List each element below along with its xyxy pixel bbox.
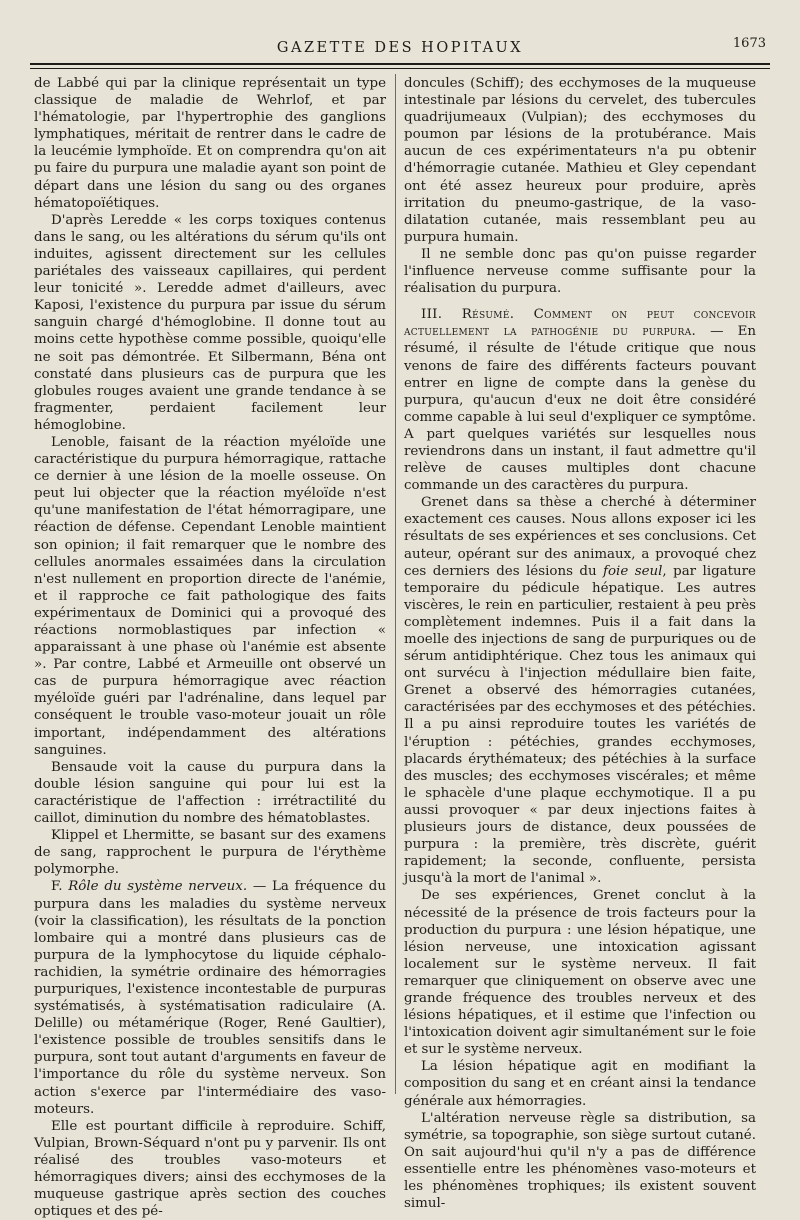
paragraph: D'après Leredde « les corps toxiques contenus dans le sang, ou les altérations du sérum qu'ils ont induites, agissent directement sur les cellules pariétales des vaisseaux capillaires, qui perdent leur tonicité ». Leredde admet d'ailleurs, avec Kaposi, l'existence du purpura par issue du sérum sanguin chargé d'hémoglobine. Il donne tout au moins cette hypothèse comme possible, quoiqu'elle ne soit pas démontrée. Et Silbermann, Béna ont constaté dans plusieurs cas de purpura que les globules rouges avaient une grande tendance à se fragmenter, perdaient facilement leur hémoglobine. [34,212,386,433]
paragraph: doncules (Schiff); des ecchymoses de la muqueuse intestinale par lésions du cervelet, des tubercules quadrijumeaux (Vulpian); des ecchymoses du poumon par lésions de la protubérance. Mais aucun de ces expérimentateurs n'a pu obtenir d'hémorragie cutanée. Mathieu et Gley cependant ont été assez heureux pour produire, après irritation du pneumo-gastrique, de la vaso-dilatation cutanée, mais ressemblant peu au purpura humain. [404,76,756,245]
paragraph-text: , par ligature temporaire du pédicule hépatique. Les autres viscères, le rein en particulier, restaient à peu près complètement indemnes. Puis il a fait dans la moelle des injections de sang de purpuriques ou de sérum antidiphtérique. Chez tous les animaux qui ont survécu à l'injection médullaire bien faite, Grenet a observé des hémorragies cutanées, caractérisées par des ecchymoses et des pétéchies. Il a pu ainsi reproduire toutes les variétés de l'éruption : pétéchies, grandes ecchymoses, placards érythémateux; des pétéchies à la surface des muscles; des ecchymoses viscérales; et même le sphacèle d'une plaque ecchymotique. Il a pu aussi provoquer « par deux injections faites à plusieurs jours de distance, deux poussées de purpura : la première, très discrète, guérit rapidement; la seconde, confluente, persista jusqu'à la mort de l'animal ». [404,563,756,887]
paragraph: Lenoble, faisant de la réaction myéloïde une caractéristique du purpura hémorragique, rattache ce dernier à une lésion de la moelle osseuse. On peut lui objecter que la réaction myéloïde n'est qu'une manifestation de l'état hémorragipare, une réaction de défense. Cependant Lenoble maintient son opinion; il fait remarquer que le nombre des cellules anormales essaimées dans la circulation n'est nullement en proportion directe de l'anémie, et il rapproche ce fait pathologique des faits expérimentaux de Dominici qui a provoqué des réactions normoblastiques par infection « apparaissant à une phase où l'anémie est absente ». Par contre, Labbé et Armeuille ont observé un cas de purpura hémorragique avec réaction myéloïde guéri par l'adrénaline, dans lequel par conséquent le trouble vaso-moteur jouait un rôle important, indépendamment des altérations sanguines. [34,434,386,758]
paragraph: De ses expériences, Grenet conclut à la nécessité de la présence de trois facteurs pour la production du purpura : une lésion hépatique, une lésion nerveuse, une intoxication agissant localement sur le système nerveux. Il fait remarquer que cliniquement on observe avec une grande fréquence des troubles nerveux et des lésions hépatiques, et il estime que l'infection ou l'intoxication doivent agir simultanément sur le foie et sur le système nerveux. [404,888,756,1058]
column-divider [395,74,396,1094]
paragraph [404,494,756,887]
right-column [404,75,756,1212]
section-iii-paragraph [404,306,756,494]
paragraph: Elle est pourtant difficile à reproduire. Schiff, Vulpian, Brown-Séquard n'ont pu y parvenir. Ils ont réalisé des troubles vaso-moteurs et hémorragiques divers; ainsi des ecchymoses de la muqueuse gastrique après section des couches optiques et des pé- [34,1118,386,1220]
journal-title: GAZETTE DES HOPITAUX [276,40,524,56]
section-text: — En résumé, il résulte de l'étude critique que nous venons de faire des différents facteurs pouvant entrer en ligne de compte dans la genèse du purpura, qu'aucun d'eux ne doit être considéré comme capable à lui seul d'expliquer ce symptôme. A part quelques variétés sur lesquelles nous reviendrons dans un instant, il faut admettre qu'il relève de causes multiples dont chacune commande un des caractères du purpura. [404,324,756,494]
section-letter: F. [51,879,69,895]
header-rule-thick [30,63,770,65]
paragraph: Klippel et Lhermitte, se basant sur des examens de sang, rapprochent le purpura de l'érythème polymorphe. [34,828,386,878]
section-f-paragraph [34,878,386,1117]
section-heading: III. Résumé. Comment on peut concevoir actuellement la pathogénie du purpura. [404,307,756,340]
paragraph: Bensaude voit la cause du purpura dans la double lésion sanguine qui pour lui est la caractéristique de l'affection : irrétractilité du caillot, diminution du nombre des hématoblastes. [34,759,386,827]
paragraph-text: Grenet dans sa thèse a cherché à déterminer exactement ces causes. Nous allons exposer ici les résultats de ses expériences et ses conclusions. Cet auteur, opérant sur des animaux, a provoqué chez ces derniers des lésions du [404,495,756,579]
page-number: 1673 [732,36,766,51]
paragraph: Il ne semble donc pas qu'on puisse regarder l'influence nerveuse comme suffisante pour la réalisation du purpura. [404,246,756,297]
left-column [34,75,386,1220]
header-rule-thin [30,68,770,69]
paragraph: L'altération nerveuse règle sa distribution, sa symétrie, sa topographie, son siège surtout cutané. On sait aujourd'hui qu'il n'y a pas de différence essentielle entre les phénomènes vaso-moteurs et les phénomènes trophiques; ils existent souvent simul- [404,1110,756,1212]
paragraph: La lésion hépatique agit en modifiant la composition du sang et en créant ainsi la tendance générale aux hémorragies. [404,1059,756,1109]
paragraph: de Labbé qui par la clinique représentait un type classique de maladie de Wehrlof, et par l'hématologie, par l'hypertrophie des ganglions lymphatiques, méritait de rentrer dans le cadre de la leucémie lymphoïde. Et on comprendra qu'on ait pu faire du purpura une maladie ayant son point de départ dans une lésion du sang ou des organes hématopoïétiques. [34,76,386,211]
section-text: — La fréquence du purpura dans les maladies du système nerveux (voir la classification), les résultats de la ponction lombaire qui a montré dans plusieurs cas de purpura de la lymphocytose du liquide céphalo-rachidien, la symétrie ordinaire des hémorragies purpuriques, l'existence incontestable de purpuras systématisés, à systématisation radiculaire (A. Delille) ou métamérique (Roger, René Gaultier), l'existence possible de troubles sensitifs dans le purpura, sont tout autant d'arguments en faveur de l'importance du rôle du système nerveux. Son action s'exerce par l'intermédiaire des vaso-moteurs. [34,879,386,1117]
section-heading: Rôle du système nerveux. [68,879,248,895]
emphasis: foie seul [603,563,663,579]
